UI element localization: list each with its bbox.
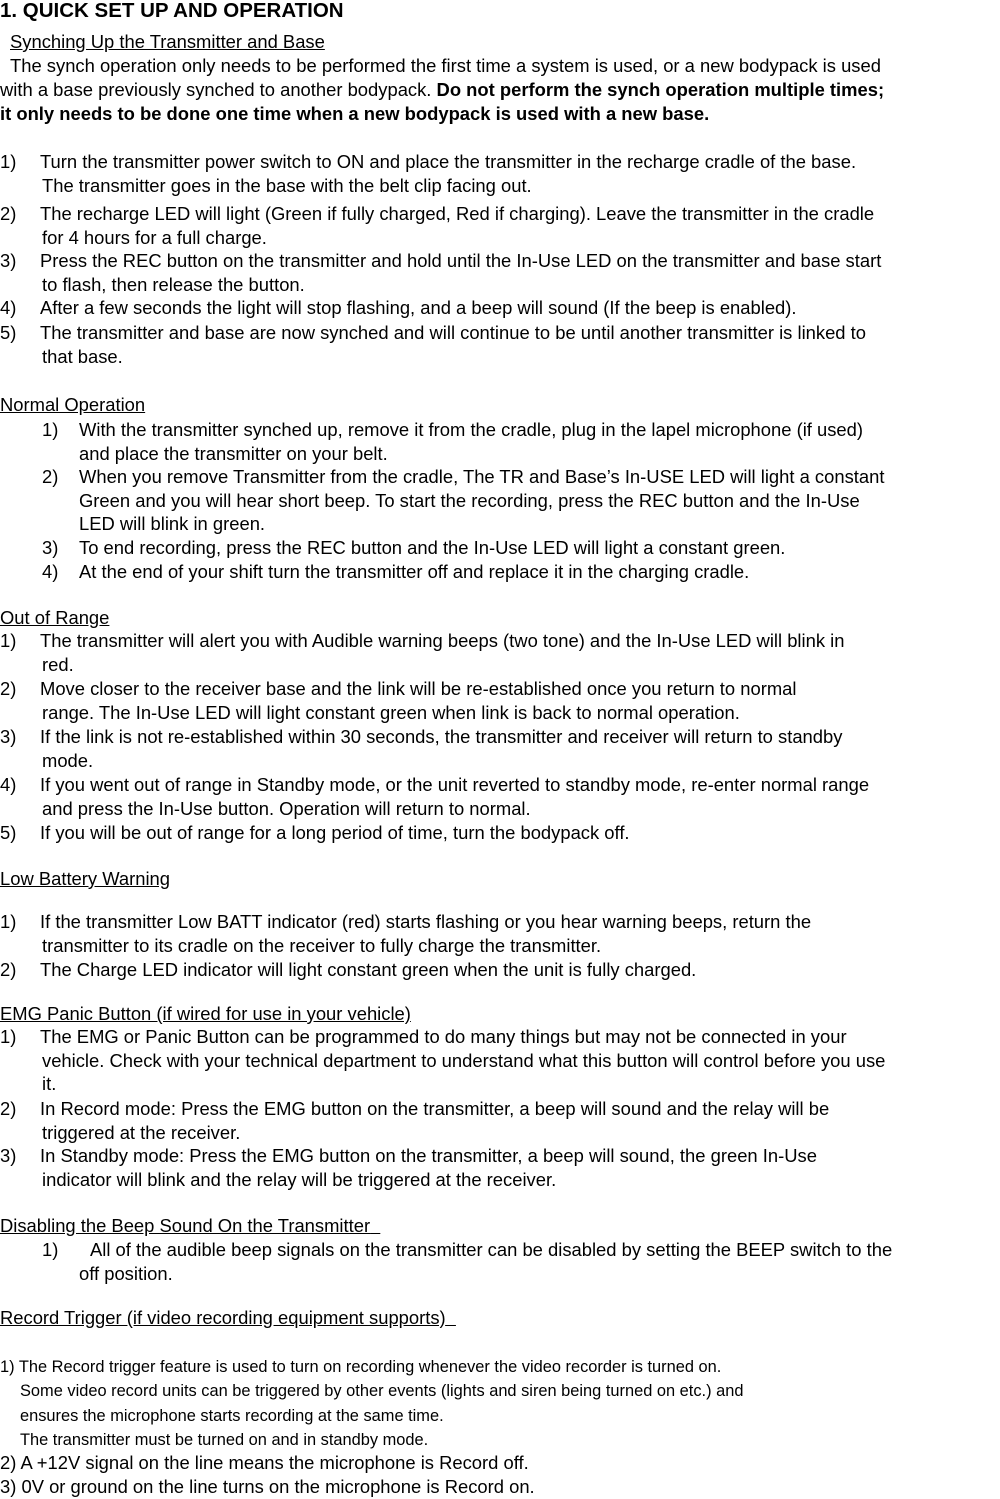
- synch-warning-bold: Do not perform the synch operation multiple times;: [436, 79, 885, 100]
- list-item: [0, 1144, 1000, 1168]
- list-text: If you went out of range in Standby mode, or the unit reverted to standby mode, re-enter normal range: [40, 774, 870, 795]
- list-text: The EMG or Panic Button can be programmed to do many things but may not be connected in your: [40, 1026, 847, 1047]
- section-heading-range: Out of Range: [0, 607, 110, 628]
- list-text: Move closer to the receiver base and the link will be re-established once you return to normal: [40, 678, 797, 699]
- list-item: [0, 677, 1000, 701]
- list-text-cont: red.: [42, 654, 74, 675]
- list-item: [0, 202, 1000, 226]
- list-item: [0, 958, 1000, 982]
- list-text: All of the audible beep signals on the transmitter can be disabled by setting the BEEP switch to the: [90, 1239, 893, 1260]
- trigger-line: Some video record units can be triggered by other events (lights and siren being turned on etc.) and: [20, 1382, 744, 1400]
- list-text: When you remove Transmitter from the cradle, The TR and Base’s In-USE LED will light a constant: [79, 466, 885, 487]
- list-text-cont: transmitter to its cradle on the receiver to fully charge the transmitter.: [42, 935, 602, 956]
- list-text: If the transmitter Low BATT indicator (red) starts flashing or you hear warning beeps, return the: [40, 911, 812, 932]
- trigger-line: 1) The Record trigger feature is used to turn on recording whenever the video recorder is turned on.: [0, 1358, 722, 1376]
- list-item: [0, 296, 1000, 320]
- list-number: 5): [0, 322, 17, 343]
- list-number: 4): [42, 561, 59, 582]
- trigger-heading-text: Record Trigger (if video recording equipment supports): [0, 1307, 446, 1328]
- list-number: 2): [0, 959, 17, 980]
- list-text-cont: mode.: [42, 750, 94, 771]
- list-number: 2): [42, 466, 59, 487]
- list-number: 5): [0, 822, 17, 843]
- list-text: At the end of your shift turn the transmitter off and replace it in the charging cradle.: [79, 561, 750, 582]
- list-text-cont: off position.: [79, 1263, 173, 1284]
- list-item: [42, 465, 1000, 489]
- list-text-cont: range. The In-Use LED will light constant green when link is back to normal operation.: [42, 702, 740, 723]
- trigger-line: 2) A +12V signal on the line means the microphone is Record off.: [0, 1452, 529, 1473]
- list-text-cont: for 4 hours for a full charge.: [42, 227, 267, 248]
- list-item: [42, 560, 1000, 584]
- synch-intro-line-2: [0, 78, 884, 102]
- list-text-cont: to flash, then release the button.: [42, 274, 305, 295]
- list-number: 2): [0, 203, 17, 224]
- list-text: If you will be out of range for a long period of time, turn the bodypack off.: [40, 822, 630, 843]
- section-heading-battery: Low Battery Warning: [0, 868, 171, 889]
- list-text-cont: that base.: [42, 346, 123, 367]
- list-text: The transmitter and base are now synched and will continue to be until another transmitter is linked to: [40, 322, 866, 343]
- beep-heading-text: Disabling the Beep Sound On the Transmitter: [0, 1215, 371, 1236]
- list-text: The Charge LED indicator will light constant green when the unit is fully charged.: [40, 959, 697, 980]
- list-text-cont: triggered at the receiver.: [42, 1122, 241, 1143]
- list-item: [42, 536, 1000, 560]
- synch-intro-line-3: it only needs to be done one time when a new bodypack is used with a new base.: [0, 103, 710, 124]
- list-text: To end recording, press the REC button and the In-Use LED will light a constant green.: [79, 537, 786, 558]
- list-item: [42, 418, 1000, 442]
- list-text: The transmitter will alert you with Audible warning beeps (two tone) and the In-Use LED will blink in: [40, 630, 845, 651]
- list-number: 3): [42, 537, 59, 558]
- list-text-cont: indicator will blink and the relay will be triggered at the receiver.: [42, 1169, 557, 1190]
- list-text: With the transmitter synched up, remove it from the cradle, plug in the lapel microphone (if used): [79, 419, 864, 440]
- list-text-cont: and press the In-Use button. Operation will return to normal.: [42, 798, 531, 819]
- page-title: 1. QUICK SET UP AND OPERATION: [0, 0, 344, 22]
- list-item: [0, 321, 1000, 345]
- trigger-line: 3) 0V or ground on the line turns on the microphone is Record on.: [0, 1476, 535, 1497]
- list-text: Press the REC button on the transmitter and hold until the In-Use LED on the transmitter and base start: [40, 250, 882, 271]
- section-heading-normal: Normal Operation: [0, 394, 146, 415]
- list-number: 2): [0, 678, 17, 699]
- list-number: 2): [0, 1098, 17, 1119]
- list-text: Turn the transmitter power switch to ON and place the transmitter in the recharge cradle of the base.: [40, 151, 857, 172]
- list-number: 3): [0, 1145, 17, 1166]
- synch-intro-line-1: The synch operation only needs to be performed the first time a system is used, or a new bodypack is used: [10, 55, 881, 76]
- list-item: [0, 910, 1000, 934]
- list-text: If the link is not re-established within 30 seconds, the transmitter and receiver will return to standby: [40, 726, 843, 747]
- list-text-cont: vehicle. Check with your technical department to understand what this button will control before you use: [42, 1050, 886, 1071]
- section-heading-synch: Synching Up the Transmitter and Base: [10, 31, 325, 52]
- list-number: 1): [0, 151, 17, 172]
- list-item: [0, 1025, 1000, 1049]
- list-item: [0, 249, 1000, 273]
- list-item: [0, 773, 1000, 797]
- list-number: 1): [0, 630, 17, 651]
- list-number: 1): [0, 1026, 17, 1047]
- list-text: After a few seconds the light will stop flashing, and a beep will sound (If the beep is enabled).: [40, 297, 797, 318]
- list-item: [0, 1097, 1000, 1121]
- list-item: [0, 150, 1000, 174]
- list-text-cont: LED will blink in green.: [79, 513, 266, 534]
- list-text-cont: and place the transmitter on your belt.: [79, 443, 388, 464]
- list-number: 3): [0, 250, 17, 271]
- list-number: 4): [0, 774, 17, 795]
- list-text: In Standby mode: Press the EMG button on the transmitter, a beep will sound, the green In-Use: [40, 1145, 817, 1166]
- section-heading-emg: EMG Panic Button (if wired for use in your vehicle): [0, 1003, 411, 1024]
- list-number: 1): [42, 1239, 59, 1260]
- list-number: 4): [0, 297, 17, 318]
- trigger-line: The transmitter must be turned on and in standby mode.: [20, 1431, 429, 1449]
- list-text: The recharge LED will light (Green if fully charged, Red if charging). Leave the transmitter in the cradle: [40, 203, 875, 224]
- list-text-cont: The transmitter goes in the base with the belt clip facing out.: [42, 175, 532, 196]
- synch-intro-text: with a base previously synched to another bodypack.: [0, 79, 432, 100]
- list-text-cont: it.: [42, 1073, 57, 1094]
- list-number: 3): [0, 726, 17, 747]
- list-number: 1): [42, 419, 59, 440]
- list-item: [42, 1238, 1000, 1262]
- list-item: [0, 821, 1000, 845]
- section-heading-beep: [0, 1214, 380, 1238]
- list-text-cont: Green and you will hear short beep. To start the recording, press the REC button and the In-Use: [79, 490, 860, 511]
- list-item: [0, 629, 1000, 653]
- list-text: In Record mode: Press the EMG button on the transmitter, a beep will sound and the relay will be: [40, 1098, 830, 1119]
- list-item: [0, 725, 1000, 749]
- section-heading-trigger: [0, 1306, 456, 1330]
- trigger-line: ensures the microphone starts recording at the same time.: [20, 1407, 444, 1425]
- list-number: 1): [0, 911, 17, 932]
